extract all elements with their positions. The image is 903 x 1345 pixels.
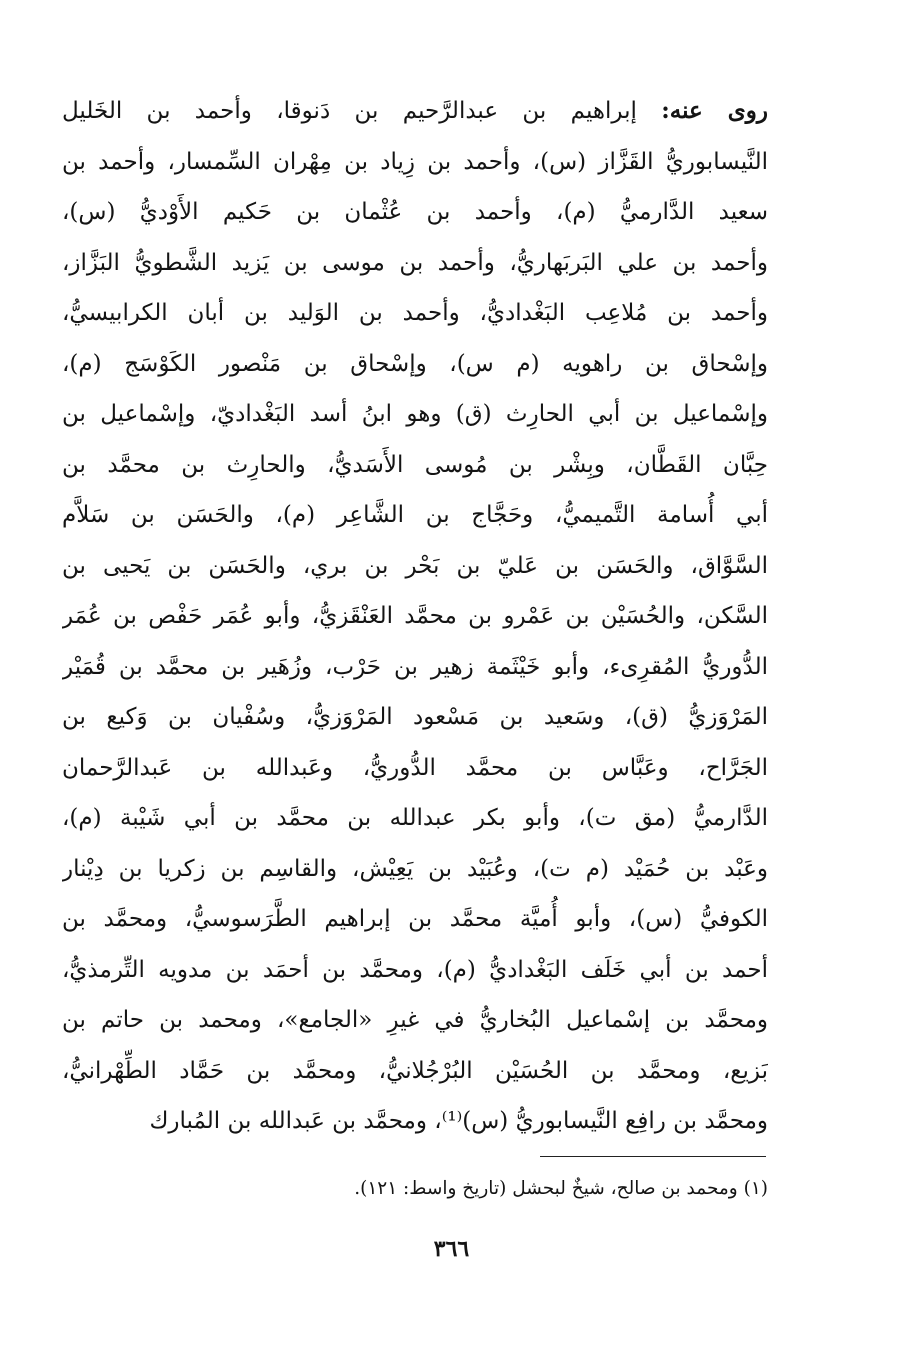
text-line-14: الجَرَّاح، وعَبَّاس بن محمَّد الدُّوريُّ، وعَبدالله بن عَبدالرَّحمان (62, 754, 768, 781)
text-line-2: النَّيسابوريُّ القَزَّاز (س)، وأحمد بن زِياد بن مِهْران السِّمسار، وأحمد بن (62, 148, 768, 175)
page-number: ٣٦٦ (433, 1236, 470, 1262)
footnote: (١) ومحمد بن صالح، شيخٌ لبحشل (تاريخ واسط: ١٢١). (354, 1178, 768, 1199)
section-lead: روى عنه: (661, 97, 768, 124)
main-text (62, 86, 768, 1147)
text-line-19: ومحمَّد بن إسْماعيل البُخاريُّ في غيرِ «الجامع»، ومحمد بن حاتم بن (62, 1007, 768, 1033)
text-line-13: المَرْوَزيُّ (ق)، وسَعيد بن مَسْعود المَرْوَزيُّ، وسُفْيان بن وَكيع بن (62, 704, 768, 730)
text-line-17: الكوفيُّ (س)، وأبو أُميَّة محمَّد بن إبراهيم الطَّرَسوسيُّ، ومحمَّد بن (62, 906, 768, 932)
text-line-10: السَّوَّاق، والحَسَن بن عَليّ بن بَحْر بن بري، والحَسَن بن يَحيى بن (62, 552, 768, 579)
text-line-3: سعيد الدَّارميُّ (م)، وأحمد بن عُثْمان بن حَكيم الأَوْديُّ (س)، (62, 199, 768, 225)
text-line-15: الدَّارميُّ (مق ت)، وأبو بكر عبدالله بن محمَّد بن أبي شَيْبة (م)، (62, 805, 768, 831)
text-line-6: وإسْحاق بن راهويه (م س)، وإسْحاق بن مَنْصور الكَوْسَج (م)، (62, 350, 768, 377)
text-line-11: السَّكن، والحُسَيْن بن عَمْرو بن محمَّد العَنْقَزيُّ، وأبو عُمَر حَفْص بن عُمَر (62, 603, 768, 629)
text-line-1 (62, 86, 768, 137)
text-line-9: أبي أُسامة التَّميميُّ، وحَجَّاج بن الشَّاعِر (م)، والحَسَن بن سَلاَّم (62, 502, 768, 528)
text-line-7: وإسْماعيل بن أبي الحارِث (ق) وهو ابنُ أسد البَغْداديّ، وإسْماعيل بن (62, 401, 768, 427)
text-line-12: الدُّوريُّ المُقرِىء، وأبو خَيْثَمة زهير بن حَرْب، وزُهَير بن محمَّد بن قُمَيْر (62, 653, 768, 680)
text-line-18: أحمد بن أبي خَلَف البَغْداديُّ (م)، ومحمَّد بن أحمَد بن مدويه التِّرمذيُّ، (62, 956, 768, 983)
text-line-21: ومحمَّد بن رافِع النَّيسابوريُّ (س)⁽¹⁾، ومحمَّد بن عَبدالله بن المُبارك (149, 1108, 768, 1134)
text-line-4: وأحمد بن علي البَربَهاريُّ، وأحمد بن موسى بن يَزيد الشَّطويُّ البَزَّاز، (62, 249, 768, 276)
text-line-5: وأحمد بن مُلاعِب البَغْداديُّ، وأحمد بن الوَليد بن أبان الكرابيسيُّ، (62, 300, 768, 326)
text-line-16: وعَبْد بن حُمَيْد (م ت)، وعُبَيْد بن يَعِيْش، والقاسِم بن زكريا بن دِيْنار (62, 855, 768, 882)
footnote-divider (540, 1156, 766, 1157)
line-text: إبراهيم بن عبدالرَّحيم بن دَنوقا، وأحمد بن الخَليل (62, 98, 637, 124)
text-line-8: حِبَّان القَطَّان، وبِشْر بن مُوسى الأَسَديُّ، والحارِث بن محمَّد بن (62, 451, 768, 478)
text-line-20: بَزيع، ومحمَّد بن الحُسَيْن البُرْجُلانيُّ، ومحمَّد بن حَمَّاد الطِّهْرانيُّ، (62, 1057, 768, 1084)
